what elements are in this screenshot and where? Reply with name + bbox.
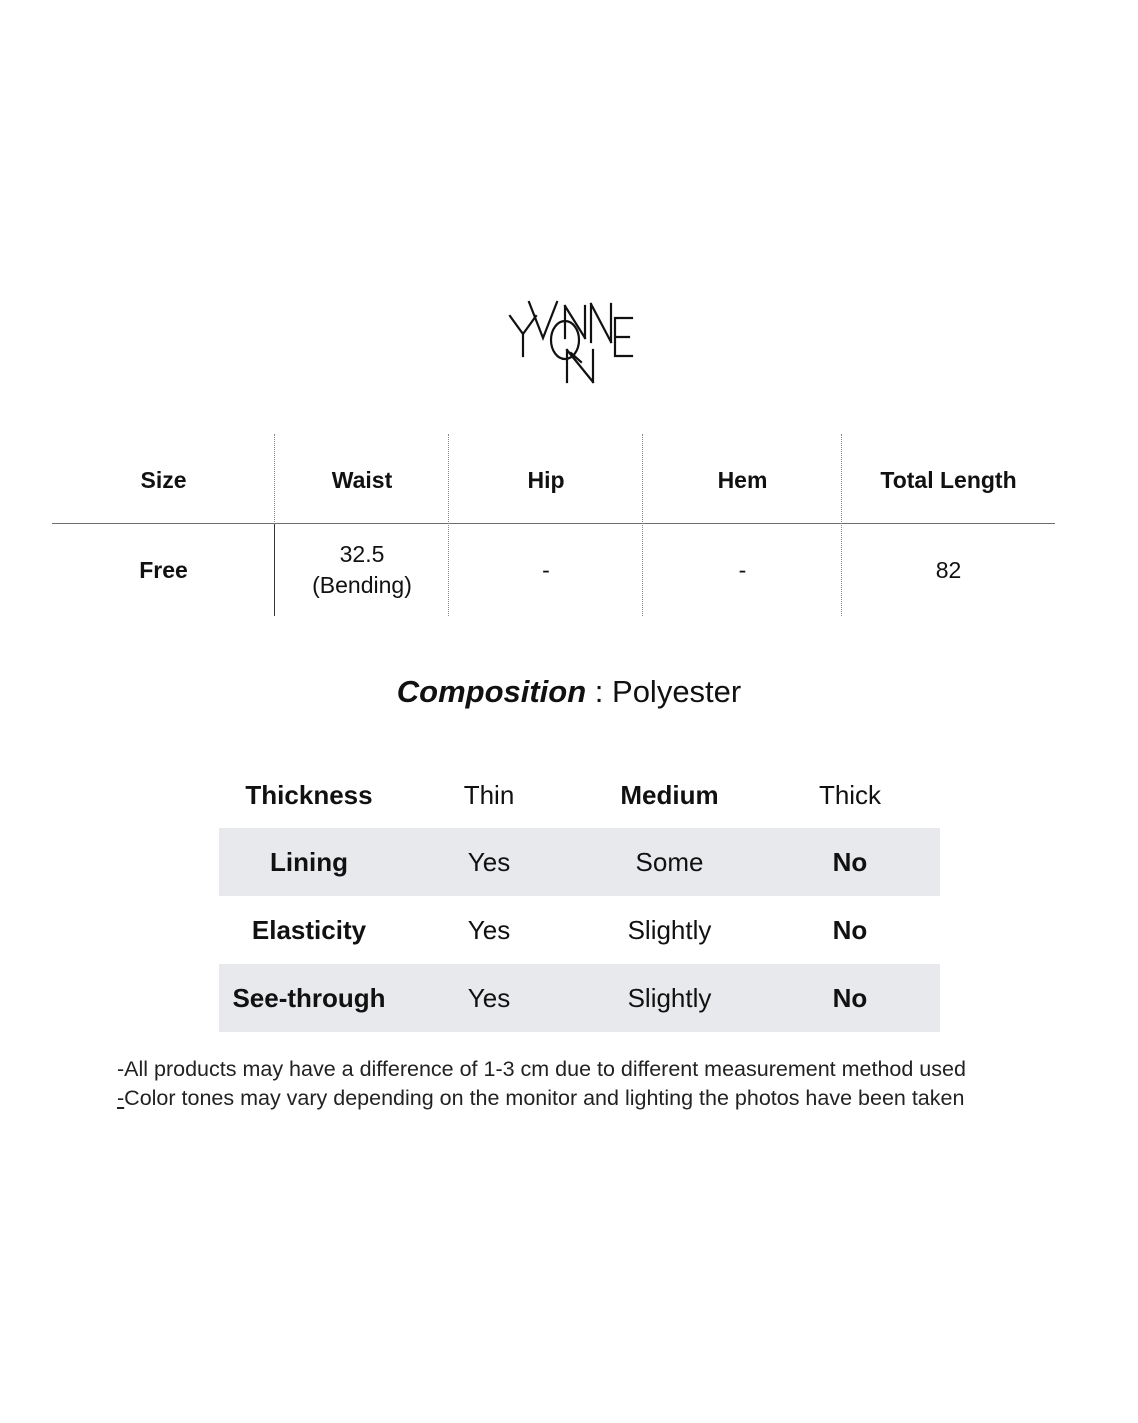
waist-value: 32.5 — [339, 541, 385, 567]
cell-hem: - — [738, 556, 747, 583]
column-divider — [841, 434, 842, 616]
brand-logo-icon — [505, 298, 639, 390]
fabric-option-selected: No — [832, 847, 868, 877]
composition-line — [0, 672, 1138, 712]
note-dash: - — [117, 1086, 125, 1110]
size-table-header — [52, 434, 1055, 524]
composition-separator: : — [586, 674, 613, 709]
note-measurement: -All products may have a difference of 1-3 cm due to different measurement method used — [117, 1057, 966, 1081]
cell-waist — [275, 524, 449, 616]
fabric-option: Yes — [467, 983, 511, 1013]
waist-note: (Bending) — [312, 572, 412, 598]
fabric-attribute: See-through — [232, 983, 386, 1013]
note-color-text: Color tones may vary depending on the monitor and lighting the photos have been taken — [124, 1086, 965, 1110]
cell-total-length: 82 — [935, 556, 962, 583]
header-hip: Hip — [527, 466, 565, 493]
fabric-option: Thick — [818, 779, 882, 810]
fabric-row-lining — [219, 828, 940, 896]
fabric-attribute: Elasticity — [251, 915, 367, 945]
cell-size: Free — [139, 556, 188, 583]
fabric-properties-table — [219, 761, 940, 1032]
fabric-option: Slightly — [627, 915, 712, 945]
header-waist: Waist — [331, 466, 393, 493]
column-divider — [642, 434, 643, 616]
fabric-row-elasticity — [219, 896, 940, 964]
brand-logo — [505, 298, 639, 390]
disclaimer-notes — [117, 1055, 1077, 1113]
header-size: Size — [140, 466, 187, 493]
column-divider — [448, 434, 449, 616]
size-table — [52, 434, 1055, 616]
fabric-option: Yes — [467, 915, 511, 945]
fabric-option-selected: Medium — [620, 779, 719, 810]
fabric-attribute: Thickness — [245, 779, 373, 810]
fabric-option: Thin — [463, 779, 515, 810]
fabric-option: Yes — [467, 847, 511, 877]
header-total-length: Total Length — [880, 466, 1017, 493]
fabric-row-see-through — [219, 964, 940, 1032]
fabric-option-selected: No — [832, 983, 868, 1013]
header-hem: Hem — [717, 466, 768, 493]
cell-hip: - — [542, 556, 550, 583]
note-color — [117, 1084, 1077, 1113]
fabric-option: Slightly — [627, 983, 712, 1013]
composition-label: Composition — [396, 674, 587, 709]
composition-value: Polyester — [612, 674, 742, 709]
fabric-option-selected: No — [832, 915, 868, 945]
fabric-attribute: Lining — [270, 847, 348, 877]
fabric-option: Some — [635, 847, 704, 877]
size-table-row — [52, 524, 1055, 616]
fabric-row-thickness — [219, 761, 940, 828]
